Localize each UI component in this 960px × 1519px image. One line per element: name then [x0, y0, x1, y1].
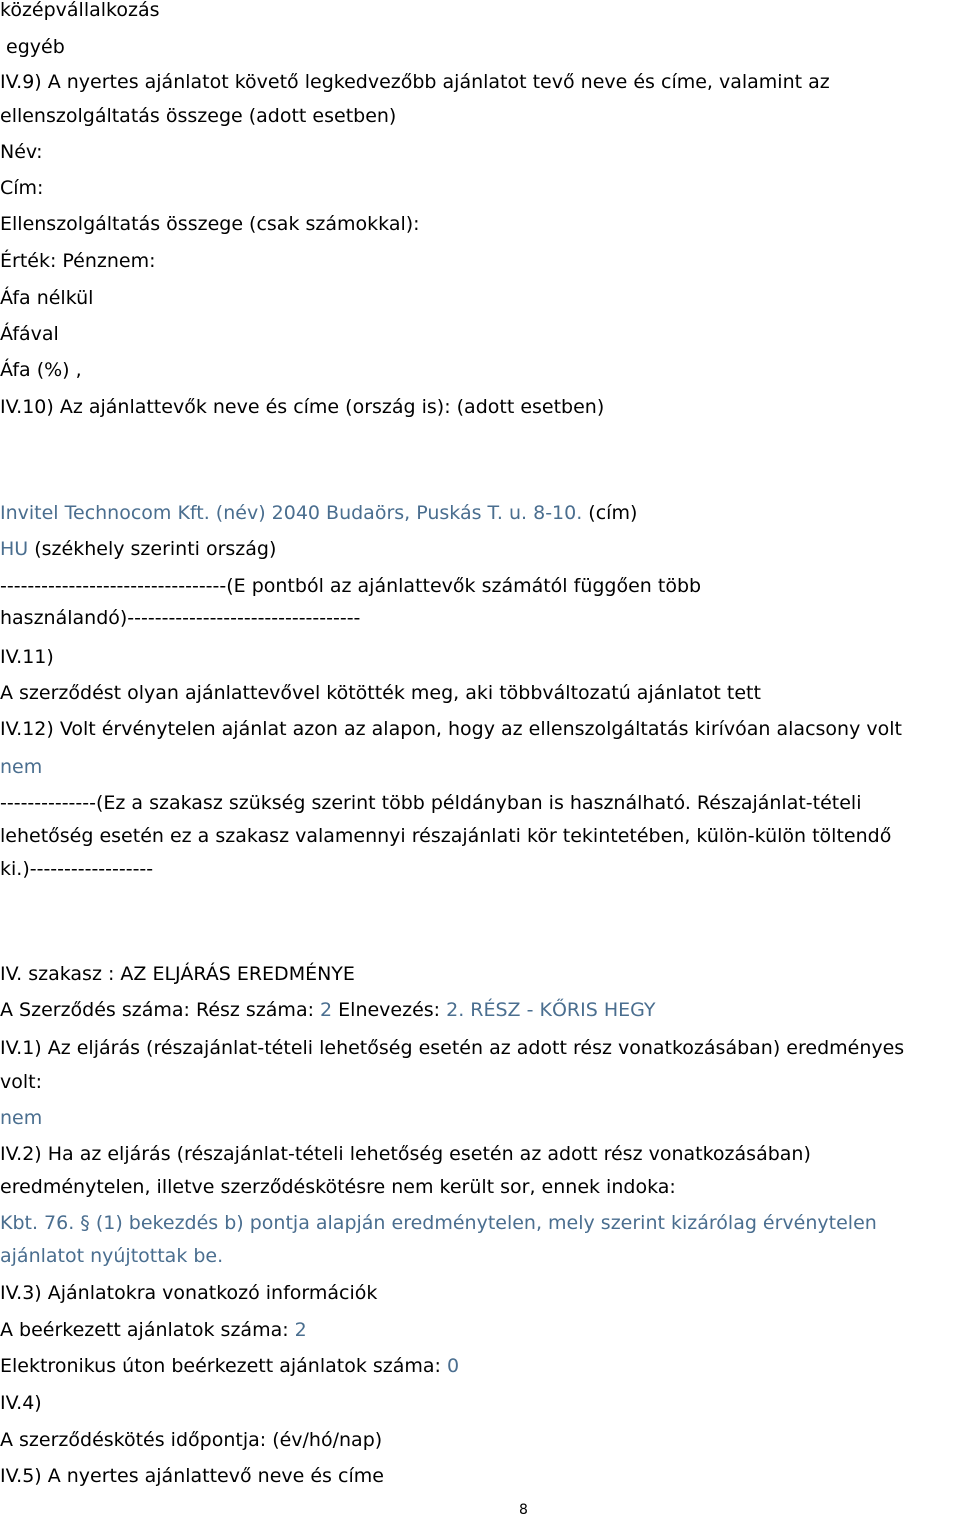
section-heading-iv3: IV.3) Ajánlatokra vonatkozó információk: [0, 1282, 378, 1304]
section-heading-iv11: IV.11): [0, 646, 54, 668]
part-designation: 2. RÉSZ - KŐRIS HEGY: [446, 999, 656, 1021]
received-offers-label: A beérkezett ajánlatok száma:: [0, 1319, 295, 1341]
text-line: lehetőség esetén ez a szakasz valamennyi részajánlati kör tekintetében, külön-külön töltendő: [0, 825, 892, 847]
section-heading-iv9: IV.9) A nyertes ajánlatot követő legkedvezőbb ajánlatot tevő neve és címe, valamint az: [0, 71, 830, 93]
separator-note: --------------(Ez a szakasz szükség szerint több példányban is használható. Részajánlat-tételi: [0, 792, 862, 814]
section-heading-iv5: IV.5) A nyertes ajánlattevő neve és címe: [0, 1465, 384, 1487]
section-title-iv: IV. szakasz : AZ ELJÁRÁS EREDMÉNYE: [0, 963, 355, 985]
part-number: 2: [320, 999, 333, 1021]
country-code: HU: [0, 538, 29, 560]
section-heading-iv10: IV.10) Az ajánlattevők neve és címe (ország is): (adott esetben): [0, 396, 605, 418]
electronic-offers-line: [0, 1354, 960, 1378]
country-label: (székhely szerinti ország): [28, 538, 277, 560]
field-label-contract-date: A szerződéskötés időpontja: (év/hó/nap): [0, 1429, 383, 1451]
reason-text: Kbt. 76. § (1) bekezdés b) pontja alapján eredménytelen, mely szerint kizárólag érvénytelen: [0, 1212, 877, 1234]
text-line: középvállalkozás: [0, 0, 160, 21]
section-heading-iv2: IV.2) Ha az eljárás (részajánlat-tételi lehetőség esetén az adott rész vonatkozásában): [0, 1143, 811, 1165]
reason-text: ajánlatot nyújtottak be.: [0, 1245, 224, 1267]
text-line: egyéb: [0, 36, 65, 58]
bidder-country-line: [0, 537, 960, 561]
field-label-with-vat: Áfával: [0, 323, 59, 345]
field-label-without-vat: Áfa nélkül: [0, 287, 94, 309]
answer-value: nem: [0, 756, 43, 778]
field-label-vat-percent: Áfa (%) ,: [0, 359, 82, 381]
section-heading-iv12: IV.12) Volt érvénytelen ajánlat azon az alapon, hogy az ellenszolgáltatás kirívóan alacsony volt: [0, 718, 902, 740]
separator-note: ki.)------------------: [0, 858, 154, 880]
text-line: A szerződést olyan ajánlattevővel kötötték meg, aki többváltozatú ajánlatot tett: [0, 682, 761, 704]
separator-note: használandó)----------------------------------: [0, 607, 361, 629]
field-label-name: Név:: [0, 141, 43, 163]
electronic-offers-label: Elektronikus úton beérkezett ajánlatok száma:: [0, 1355, 447, 1377]
bidder-address-label: (cím): [582, 502, 638, 524]
received-offers-count: 2: [294, 1319, 307, 1341]
answer-value: nem: [0, 1107, 43, 1129]
bidder-line: [0, 501, 960, 525]
field-label-address: Cím:: [0, 177, 44, 199]
field-label-value-currency: Érték: Pénznem:: [0, 250, 156, 272]
page-number: 8: [519, 1502, 528, 1518]
field-label-amount: Ellenszolgáltatás összege (csak számokkal):: [0, 213, 420, 235]
contract-label: A Szerződés száma: Rész száma:: [0, 999, 321, 1021]
text-line: volt:: [0, 1071, 42, 1093]
section-heading-iv4: IV.4): [0, 1392, 42, 1414]
contract-line: [0, 998, 960, 1022]
text-line: eredménytelen, illetve szerződéskötésre nem került sor, ennek indoka:: [0, 1176, 676, 1198]
received-offers-line: [0, 1318, 960, 1342]
section-heading-iv1: IV.1) Az eljárás (részajánlat-tételi lehetőség esetén az adott rész vonatkozásában) eredményes: [0, 1037, 905, 1059]
designation-label: Elnevezés:: [332, 999, 447, 1021]
text-line: ellenszolgáltatás összege (adott esetben): [0, 105, 397, 127]
bidder-name-address: Invitel Technocom Kft. (név) 2040 Budaörs, Puskás T. u. 8-10.: [0, 502, 583, 524]
electronic-offers-count: 0: [446, 1355, 460, 1377]
separator-note: ---------------------------------(E pontból az ajánlattevők számától függően több: [0, 575, 702, 597]
